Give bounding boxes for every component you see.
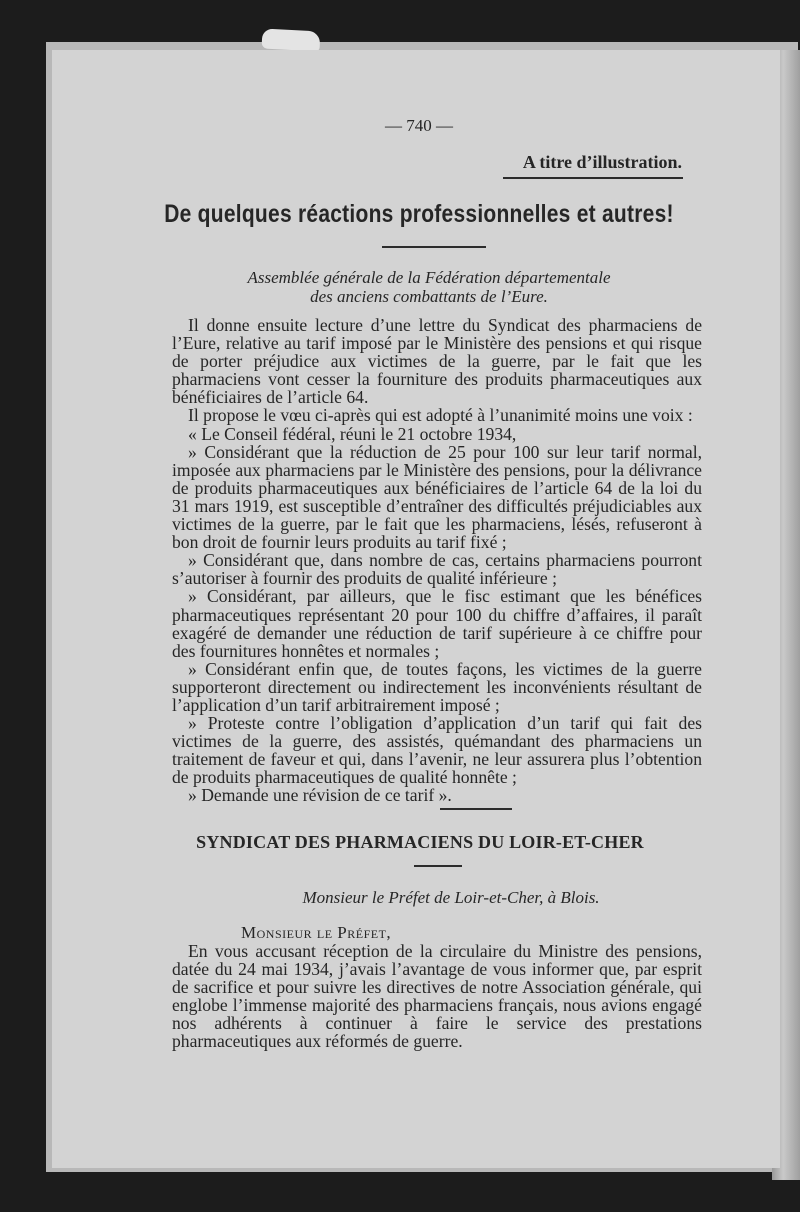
paragraph: » Considérant que la réduction de 25 pour 100 sur leur tarif normal, imposée aux pharmaciens par le Ministère des pensions, pour la délivrance de produits pharmaceutiques aux bénéficiaires de l’article 64 de la loi du 31 mars 1919, est susceptible d’entraîner des difficultés préjudiciables aux victimes de la guerre, par le fait que les pharmaciens, lésés, refuseront à bon droit de fournir leurs produits au tarif fixé ;	[172, 441, 702, 553]
paragraph: « Le Conseil fédéral, réuni le 21 octobre 1934,	[188, 423, 517, 444]
section-label-underline	[503, 177, 683, 179]
document-page	[52, 50, 780, 1168]
letter-salutation: Monsieur le Préfet,	[241, 923, 392, 942]
letter-body	[172, 942, 702, 1051]
paragraph: En vous accusant réception de la circulaire du Ministre des pensions, datée du 24 mai 1934, j’avais l’avantage de vous informer que, par esprit de sacrifice et pour suivre les directives de notre Association générale, qui englobe l’immense majorité des pharmaciens français, nous avions engagé nos adhérents à continuer à faire le service des prestations pharmaceutiques aux réformés de guerre.	[172, 941, 702, 1052]
main-title: De quelques réactions professionnelles et autres!	[164, 200, 674, 228]
section-label: A titre d’illustration.	[522, 152, 682, 172]
subtitle-line: des anciens combattants de l’Eure.	[310, 287, 548, 306]
paragraph: » Demande une révision de ce tarif ».	[188, 785, 452, 806]
section-divider	[440, 808, 512, 810]
syndicat-divider	[414, 865, 462, 867]
paragraph: Il donne ensuite lecture d’une lettre du Syndicat des pharmaciens de l’Eure, relative au tarif imposé par le Ministère des pensions et qui risque de porter préjudice aux victimes de la guerre, par le fait que les pharmaciens vont cesser la fourniture des produits pharmaceutiques aux bénéficiaires de l’article 64.	[172, 315, 702, 408]
letter-addressee: Monsieur le Préfet de Loir-et-Cher, à Blois.	[302, 888, 600, 907]
subtitle	[52, 268, 800, 306]
page-content	[52, 50, 780, 1168]
paragraph: Il propose le vœu ci-après qui est adopté à l’unanimité moins une voix :	[188, 405, 693, 426]
title-divider	[382, 246, 486, 248]
paper-tab	[262, 28, 321, 51]
subtitle-line: Assemblée générale de la Fédération départementale	[247, 268, 611, 287]
syndicat-title: SYNDICAT DES PHARMACIENS DU LOIR-ET-CHER	[196, 832, 644, 852]
page-number: — 740 —	[385, 116, 453, 135]
paragraph: » Considérant que, dans nombre de cas, certains pharmaciens pourront s’autoriser à fournir des produits de qualité inférieure ;	[172, 550, 702, 589]
paragraph: » Proteste contre l’obligation d’application d’un tarif qui fait des victimes de la guerre, des assistés, quémandant des pharmaciens un traitement de faveur et qui, dans l’avenir, ne leur assurera plus l’obtention de produits pharmaceutiques de qualité honnête ;	[172, 713, 702, 788]
article-body	[172, 316, 702, 805]
paragraph: » Considérant, par ailleurs, que le fisc estimant que les bénéfices pharmaceutiques représentant 20 pour 100 du chiffre d’affaires, il paraît exagéré de demander une réduction de tarif supérieure à ce chiffre pour des fournitures honnêtes et normales ;	[172, 586, 702, 661]
paragraph: » Considérant enfin que, de toutes façons, les victimes de la guerre supporteront directement ou indirectement les inconvénients résultant de l’application d’un tarif arbitrairement imposé ;	[172, 658, 702, 715]
